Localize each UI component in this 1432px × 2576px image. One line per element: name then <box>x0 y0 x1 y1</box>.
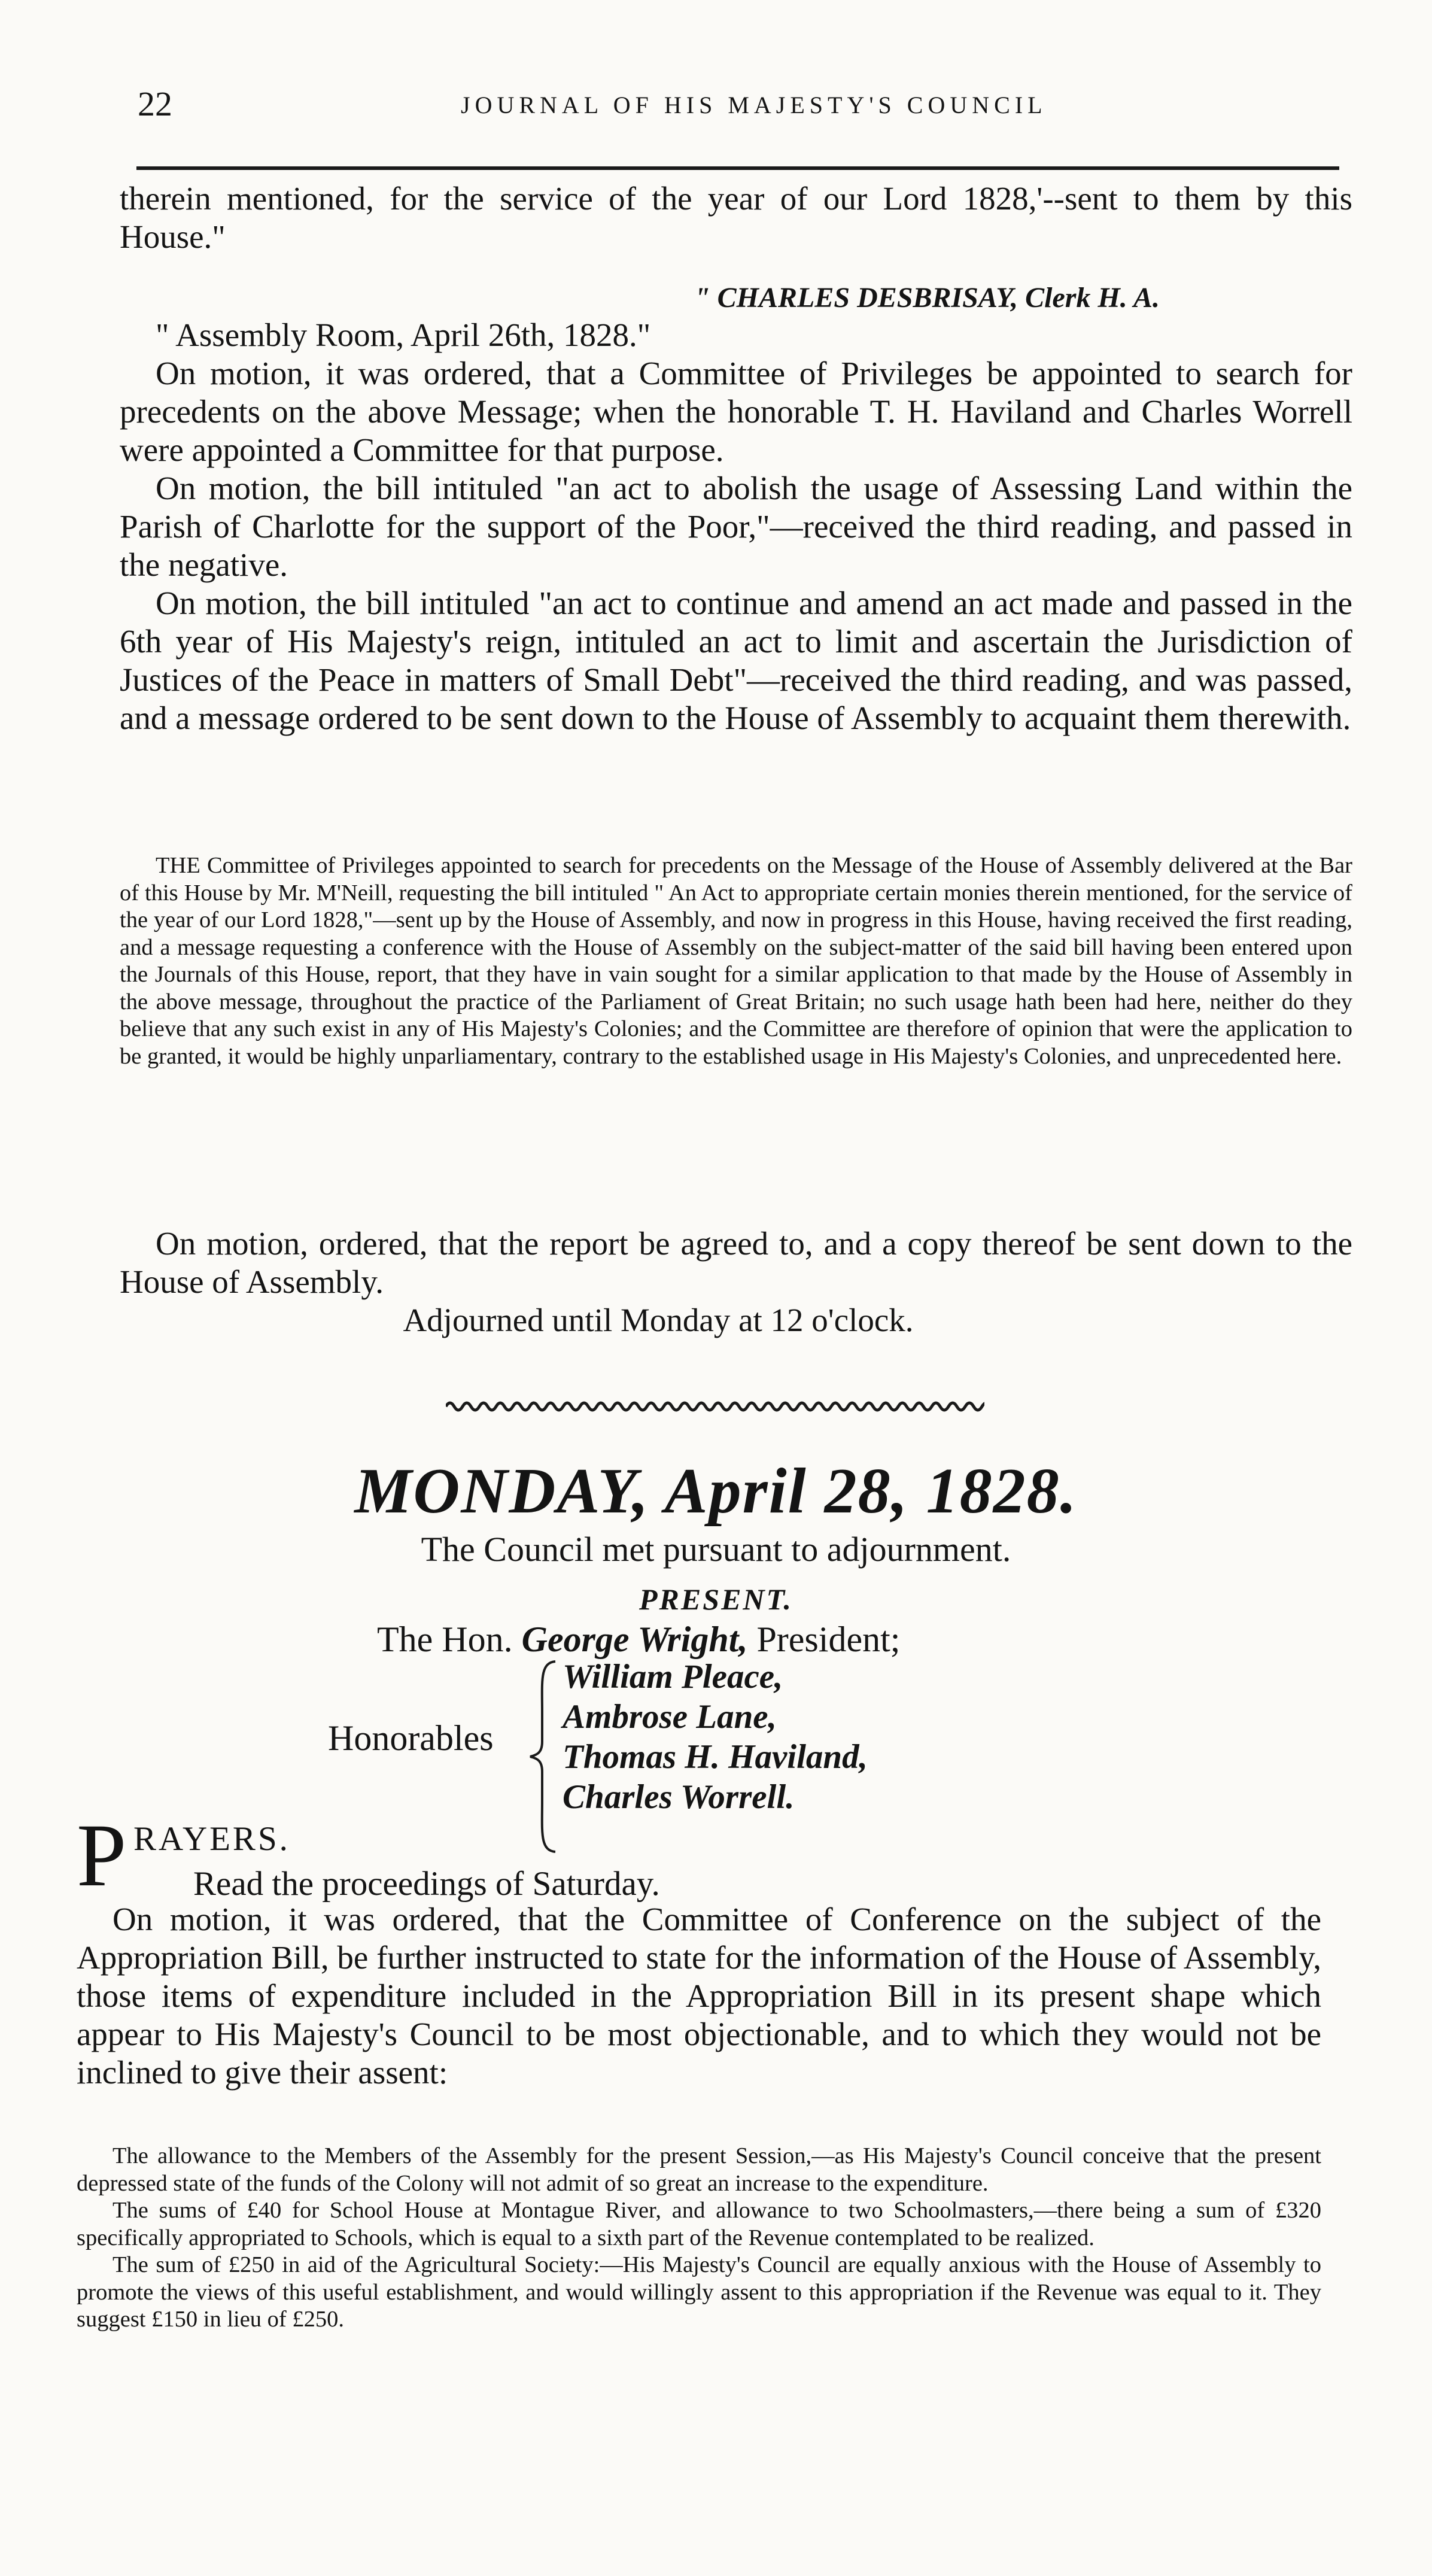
president-line <box>377 1619 900 1660</box>
day-heading: MONDAY, April 28, 1828. <box>354 1456 1078 1527</box>
motion-assessing-bill: On motion, the bill intituled "an act to abolish the usage of Assessing Land within the Parish of Charlotte for the support of the Poor,"—received the third reading, and passed in the negative. <box>120 470 1352 583</box>
item-agricultural-society: The sum of £250 in aid of the Agricultural Society:—His Majesty's Council are equally anxious with the House of Assembly to promote the views of this useful establishment, and would willingly assent to this appropriation if the Revenue was equal to it. They suggest £150 in lieu of £250. <box>77 2252 1321 2332</box>
adjournment-line: Adjourned until Monday at 12 o'clock. <box>403 1302 914 1338</box>
committee-report <box>120 852 1352 1070</box>
motion-appropriation-bill: On motion, it was ordered, that the Committee of Conference on the subject of the Appropriation Bill, be further instructed to state for the information of the House of Assembly, those items of expenditure included in the Appropriation Bill in its present shape which appear to His Majesty's Council to be most objectionable, and to which they would not be inclined to give their assent: <box>77 1901 1321 2091</box>
drop-cap: P <box>77 1806 127 1905</box>
prayers-word: RAYERS. <box>133 1820 290 1858</box>
president-title: President; <box>756 1620 901 1659</box>
honorables-list <box>563 1657 868 1817</box>
running-head <box>138 84 1334 126</box>
council-met-line: The Council met pursuant to adjournment. <box>421 1530 1011 1569</box>
appropriation-motion <box>77 1900 1321 2092</box>
honorable-member: Ambrose Lane, <box>563 1698 777 1736</box>
clerk-signature: " CHARLES DESBRISAY, Clerk H. A. <box>694 282 1160 314</box>
item-assembly-allowance: The allowance to the Members of the Assembly for the present Session,—as His Majesty's Council conceive that the present depressed state of the funds of the Colony will not admit of so great an increase to the expenditure. <box>77 2143 1321 2196</box>
motion-small-debt-bill: On motion, the bill intituled "an act to continue and amend an act made and passed in the 6th year of His Majesty's reign, intituled an act to limit and ascertain the Jurisdiction of Justices of the Peace in matters of Small Debt"—received the third reading, and was passed, and a message ordered to be sent down to the House of Assembly to acquaint them therewith. <box>120 585 1352 736</box>
header-rule <box>136 166 1339 170</box>
continued-paragraph <box>120 180 1352 256</box>
running-title: JOURNAL OF HIS MAJESTY'S COUNCIL <box>461 92 1047 119</box>
motion-committee-privileges: On motion, it was ordered, that a Committee of Privileges be appointed to search for precedents on the above Message; when the honorable T. H. Haviland and Charles Worrell were appointed a Committee for that purpose. <box>120 355 1352 468</box>
curly-brace-icon <box>527 1658 563 1855</box>
section-divider-ornament <box>446 1398 984 1415</box>
message-end-text: therein mentioned, for the service of the year of our Lord 1828,'--sent to them by this House." <box>120 180 1352 255</box>
honorable-member: Thomas H. Haviland, <box>563 1738 868 1776</box>
proceedings-block-1 <box>120 316 1352 737</box>
report-text: THE Committee of Privileges appointed to search for precedents on the Message of the House of Assembly delivered at the Bar of this House by Mr. M'Neill, requesting the bill intituled " An Act to appropriate certain monies therein mentioned, for the service of the year of our Lord 1828,"—sent up by the House of Assembly, and now in progress in this House, having received the first reading, and a message requesting a conference with the House of Assembly on the subject-matter of the said bill having been entered upon the Journals of this House, report, that they have in vain sought for a similar application to that made by the House of Assembly in the above message, throughout the practice of the Parliament of Great Britain; no such usage hath been had here, neither do they believe that any such exist in any of His Majesty's Colonies; and the Committee are therefore of opinion that were the application to be granted, it would be highly unparliamentary, contrary to the established usage in His Majesty's Colonies, and unprecedented here. <box>120 853 1352 1069</box>
page-number: 22 <box>138 84 172 123</box>
objectionable-items <box>77 2143 1321 2334</box>
president-prefix: The Hon. <box>377 1620 513 1659</box>
honorables-label: Honorables <box>328 1718 494 1758</box>
honorable-member: Charles Worrell. <box>563 1778 795 1816</box>
motion-report-agreed: On motion, ordered, that the report be agreed to, and a copy thereof be sent down to the House of Assembly. <box>120 1225 1352 1300</box>
honorable-member: William Pleace, <box>563 1658 783 1696</box>
item-school-house: The sums of £40 for School House at Montague River, and allowance to two Schoolmasters,—there being a sum of £320 specifically appropriated to Schools, which is equal to a sixth part of the Revenue contemplated to be realized. <box>77 2198 1321 2250</box>
read-proceedings-line: Read the proceedings of Saturday. <box>193 1865 660 1903</box>
president-name: George Wright, <box>521 1620 748 1659</box>
present-label: PRESENT. <box>639 1582 793 1616</box>
dateline: " Assembly Room, April 26th, 1828." <box>156 317 651 353</box>
proceedings-block-2 <box>120 1225 1352 1339</box>
